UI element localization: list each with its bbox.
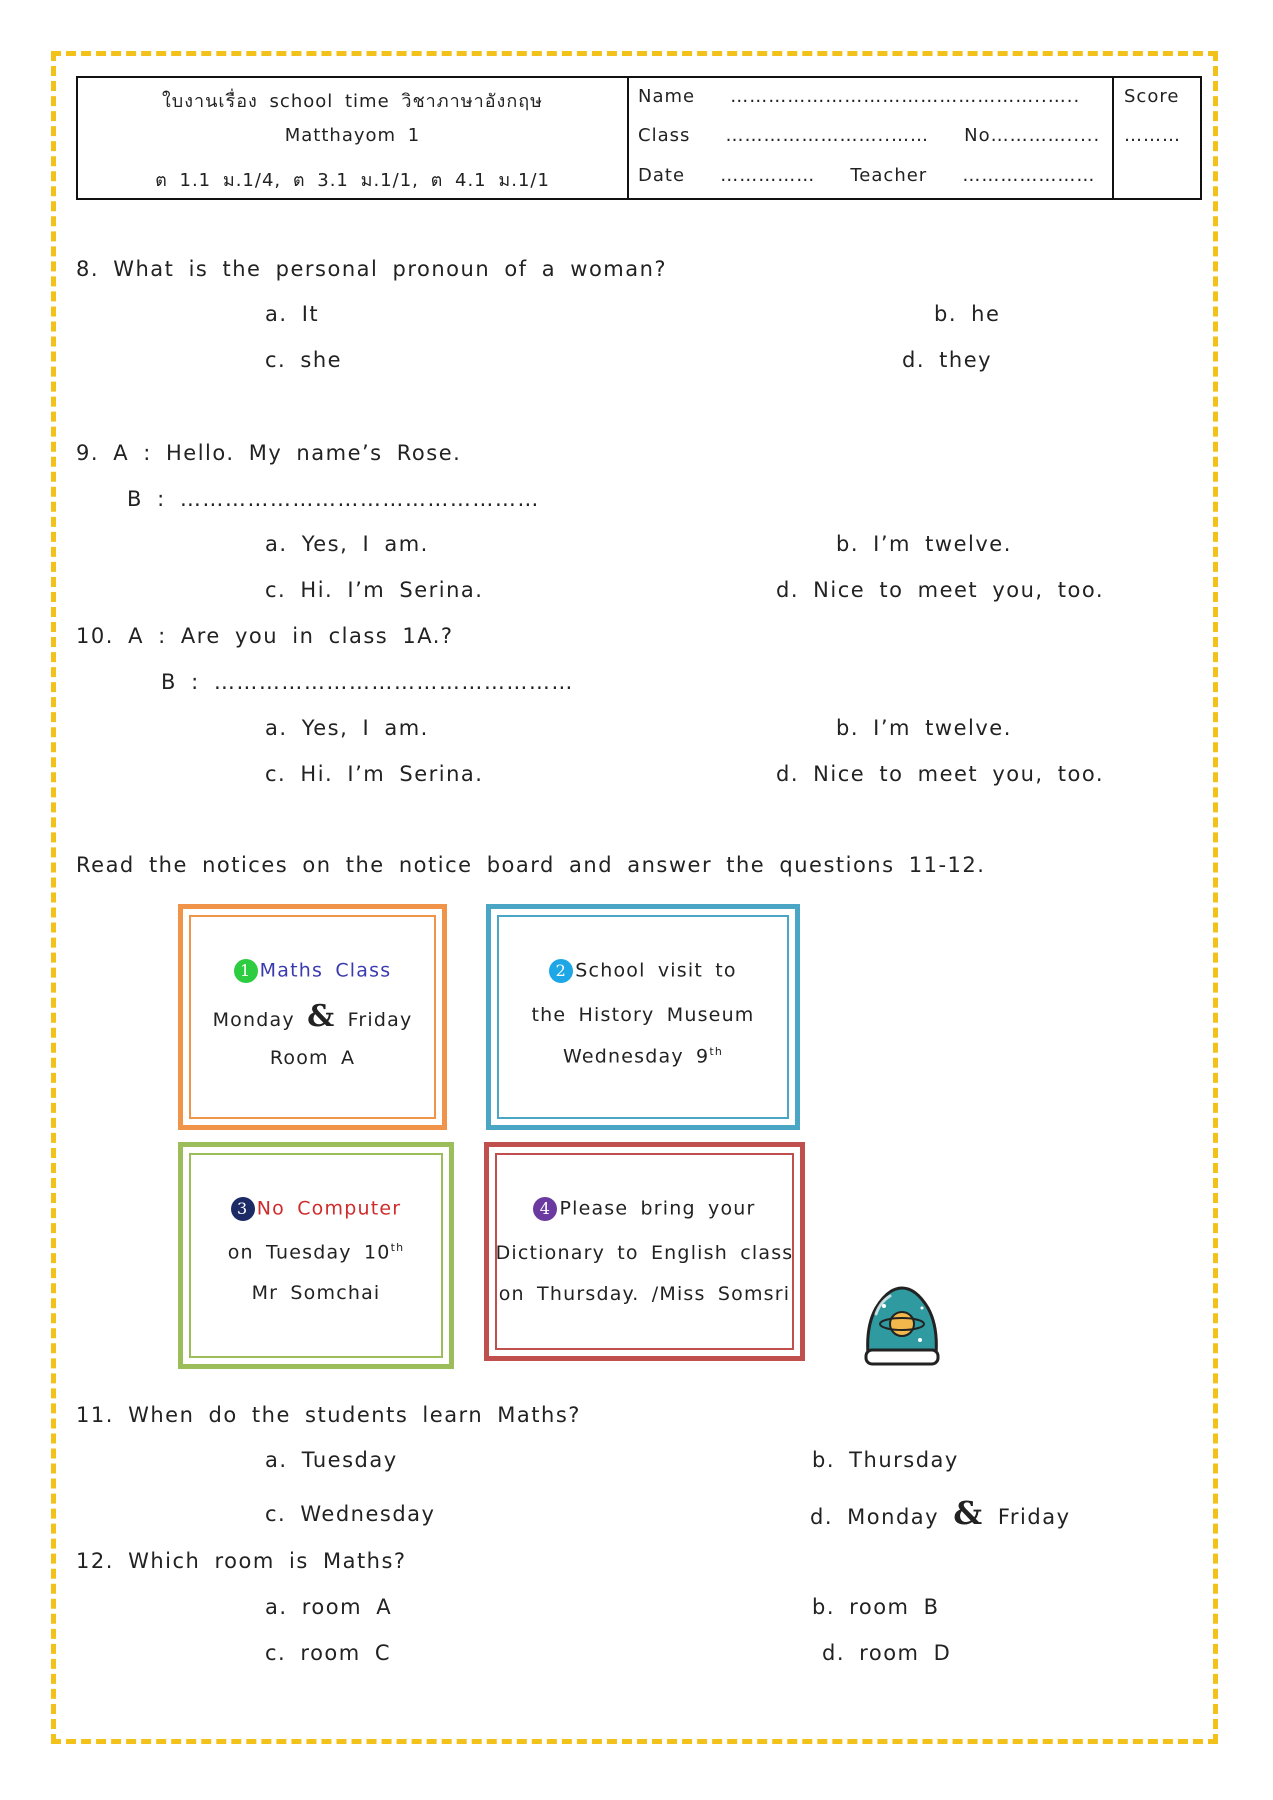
q10-option-a[interactable]: a. Yes, I am. xyxy=(265,716,429,740)
name-field[interactable]: Name …………………………………………..….. xyxy=(638,86,1081,107)
q10-line-a: 10. A : Are you in class 1A.? xyxy=(76,624,454,648)
q11-option-b[interactable]: b. Thursday xyxy=(812,1448,959,1472)
notice3-title-line xyxy=(183,1197,449,1221)
notice-instruction: Read the notices on the notice board and answer the questions 11-12. xyxy=(76,853,986,877)
planet-globe-icon xyxy=(862,1284,942,1368)
q9-option-b[interactable]: b. I’m twelve. xyxy=(836,532,1012,556)
q8-question: 8. What is the personal pronoun of a woman? xyxy=(76,257,668,281)
notice1-room: Room A xyxy=(269,1047,356,1069)
notice2-line3: Wednesday 9th xyxy=(562,1045,724,1068)
notice4-line3: on Thursday. /Miss Somsri xyxy=(498,1283,791,1305)
notice4-line1: 4 Please bring your xyxy=(489,1197,800,1221)
notice-school-visit xyxy=(486,904,800,1130)
number-badge-3: 3 xyxy=(231,1197,255,1221)
q12-option-d[interactable]: d. room D xyxy=(822,1641,952,1665)
score-field[interactable]: ……… xyxy=(1124,125,1181,146)
notice3-title: No Computer xyxy=(256,1197,402,1220)
q12-question: 12. Which room is Maths? xyxy=(76,1549,407,1573)
q11-option-c[interactable]: c. Wednesday xyxy=(265,1502,436,1526)
q10-option-b[interactable]: b. I’m twelve. xyxy=(836,716,1012,740)
notice-maths-class xyxy=(178,904,447,1130)
header-table xyxy=(76,76,1202,200)
worksheet-title: ใบงานเรื่อง school time วิชาภาษาอังกฤษ xyxy=(161,91,543,112)
standards: ต 1.1 ม.1/4, ต 3.1 ม.1/1, ต 4.1 ม.1/1 xyxy=(155,170,550,191)
ampersand: & xyxy=(307,999,336,1034)
notice3-line2: on Tuesday 10th xyxy=(227,1241,405,1264)
q10-option-d[interactable]: d. Nice to meet you, too. xyxy=(776,762,1105,786)
notice2-line2: the History Museum xyxy=(531,1004,755,1026)
q9-option-c[interactable]: c. Hi. I’m Serina. xyxy=(265,578,484,602)
notice1-days: Monday & Friday xyxy=(212,999,413,1034)
score-label: Score xyxy=(1124,86,1180,107)
number-badge-1: 1 xyxy=(234,959,258,983)
q9-option-d[interactable]: d. Nice to meet you, too. xyxy=(776,578,1105,602)
notice-no-computer xyxy=(178,1142,454,1369)
number-badge-4: 4 xyxy=(533,1197,557,1221)
class-field[interactable]: Class ……………………..…… No…………..... xyxy=(638,125,1101,146)
q9-line-a: 9. A : Hello. My name’s Rose. xyxy=(76,441,462,465)
q8-option-c[interactable]: c. she xyxy=(265,348,343,372)
ampersand: & xyxy=(953,1494,984,1532)
q9-option-a[interactable]: a. Yes, I am. xyxy=(265,532,429,556)
q8-option-a[interactable]: a. It xyxy=(265,302,320,326)
q11-option-a[interactable]: a. Tuesday xyxy=(265,1448,398,1472)
q9-answer-blank[interactable]: B : ………………………………………… xyxy=(127,487,540,511)
grade-level: Matthayom 1 xyxy=(284,125,421,146)
q12-option-b[interactable]: b. room B xyxy=(812,1595,940,1619)
notice1-title: Maths Class xyxy=(259,959,392,982)
page-border xyxy=(51,51,1218,1744)
q12-option-c[interactable]: c. room C xyxy=(265,1641,392,1665)
q12-option-a[interactable]: a. room A xyxy=(265,1595,393,1619)
notice4-line2: Dictionary to English class xyxy=(495,1242,794,1264)
header-title-cell xyxy=(78,78,629,198)
notice-dictionary xyxy=(484,1142,805,1361)
q11-option-d[interactable]: d. Monday & Friday xyxy=(810,1494,1071,1532)
q10-answer-blank[interactable]: B : ………………………………………… xyxy=(161,670,574,694)
notice1-title-line xyxy=(183,959,442,983)
score-cell xyxy=(1112,78,1204,198)
q8-option-d[interactable]: d. they xyxy=(902,348,993,372)
q10-option-c[interactable]: c. Hi. I’m Serina. xyxy=(265,762,484,786)
q11-question: 11. When do the students learn Maths? xyxy=(76,1403,581,1427)
number-badge-2: 2 xyxy=(549,959,573,983)
date-teacher-field[interactable]: Date …………… Teacher ………………… xyxy=(638,165,1096,186)
q8-option-b[interactable]: b. he xyxy=(934,302,1001,326)
notice2-line1: 2 School visit to xyxy=(491,959,795,983)
notice3-line3: Mr Somchai xyxy=(251,1282,381,1304)
